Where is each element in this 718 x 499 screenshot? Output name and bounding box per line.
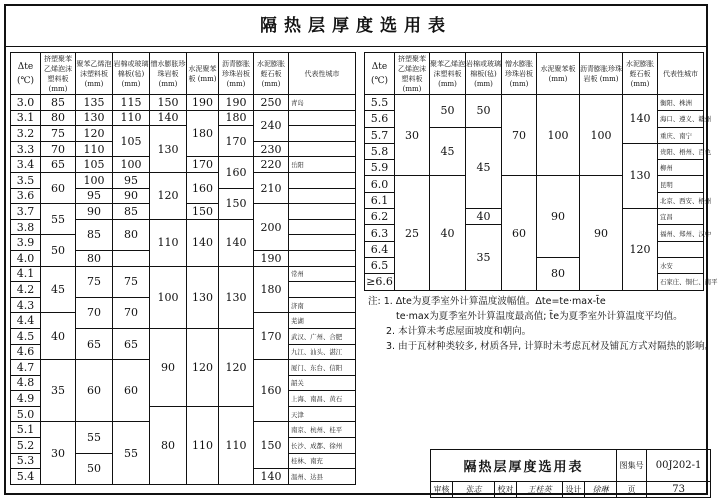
left-city-cell: 青岛 (289, 95, 356, 111)
left-c6-cell: 150 (219, 188, 254, 219)
left-ate-cell: 4.1 (11, 266, 41, 282)
left-c2-cell: 80 (76, 250, 113, 266)
right-c3-cell: 35 (466, 225, 502, 290)
left-c3-cell: 95 (113, 172, 150, 188)
left-row (11, 266, 356, 282)
right-ate-cell: 5.7 (365, 127, 395, 143)
left-c6-cell: 110 (219, 406, 254, 484)
right-c2-cell: 50 (430, 95, 466, 128)
left-ate-cell: 5.0 (11, 406, 41, 422)
left-c2-cell: 95 (76, 188, 113, 204)
left-c5-cell: 140 (187, 219, 219, 266)
left-city-cell: 桂林、南充 (289, 453, 356, 469)
left-c2-cell: 60 (76, 360, 113, 422)
right-city-cell: 宜昌 (658, 209, 704, 225)
note-line-3: 3. 由于瓦材种类较多, 材质各异, 计算时未考虑瓦材及铺瓦方式对隔热的影响。 (386, 341, 715, 352)
left-c6-cell: 140 (219, 219, 254, 266)
left-thickness-table (10, 52, 356, 485)
left-c3-cell: 85 (113, 204, 150, 220)
left-c3-cell: 115 (113, 95, 150, 111)
left-c7-cell: 150 (254, 422, 289, 469)
left-c6-cell: 120 (219, 328, 254, 406)
left-c1-cell: 45 (41, 266, 76, 313)
left-c1-cell: 40 (41, 313, 76, 360)
left-c2-cell: 100 (76, 172, 113, 188)
left-c1-cell: 80 (41, 110, 76, 126)
left-city-cell: 九江、汕头、湛江 (289, 344, 356, 360)
left-city-cell (289, 172, 356, 188)
right-c3-cell: 40 (466, 209, 502, 225)
right-c2-cell: 40 (430, 176, 466, 290)
right-ate-cell: 5.6 (365, 111, 395, 127)
left-ate-cell: 3.2 (11, 126, 41, 142)
left-city-cell: 上海、南昌、黄石 (289, 391, 356, 407)
left-c1-cell: 65 (41, 157, 76, 173)
atlas-number: 00J202-1 (647, 450, 711, 482)
left-c3-cell: 65 (113, 328, 150, 359)
left-c1-cell: 35 (41, 360, 76, 422)
left-c4-cell: 90 (150, 328, 187, 406)
left-c6-cell: 130 (219, 266, 254, 328)
left-c2-cell: 70 (76, 297, 113, 328)
page-title: 隔热层厚度选用表 (6, 6, 706, 47)
right-city-cell: 贵阳、梧州、百色 (658, 143, 704, 159)
left-ate-cell: 4.5 (11, 328, 41, 344)
notes-block (368, 294, 715, 354)
right-city-cell: 昆明 (658, 176, 704, 192)
left-ate-cell: 3.9 (11, 235, 41, 251)
right-c7-cell: 140 (623, 95, 658, 144)
right-c5-cell: 100 (537, 95, 580, 176)
left-c7-cell: 140 (254, 469, 289, 485)
left-c3-cell: 110 (113, 110, 150, 126)
left-row (11, 126, 356, 142)
left-ate-cell: 5.3 (11, 453, 41, 469)
left-ate-cell: 4.3 (11, 297, 41, 313)
left-city-cell (289, 141, 356, 157)
title-block-name: 隔热层厚度选用表 (431, 450, 617, 482)
atlas-label: 图集号 (617, 450, 647, 482)
design-signature: 徐琳 (585, 482, 617, 498)
design-label: 设计 (563, 482, 585, 498)
right-ate-cell: 6.5 (365, 257, 395, 273)
left-c7-cell: 190 (254, 250, 289, 266)
title-block (430, 449, 711, 498)
right-city-cell: 重庆、南宁 (658, 127, 704, 143)
left-ate-cell: 4.2 (11, 282, 41, 298)
left-city-cell: 南京、杭州、桂平 (289, 422, 356, 438)
right-c3-cell: 50 (466, 95, 502, 128)
left-header-7: 水泥膨胀蛭石板 (mm) (254, 53, 289, 95)
right-ate-cell: 6.0 (365, 176, 395, 192)
right-city-cell: 石家庄、铜仁、南平 (658, 274, 704, 290)
right-header-5: 水泥聚苯板 (mm) (537, 53, 580, 95)
left-c2-cell: 130 (76, 110, 113, 126)
left-ate-cell: 5.1 (11, 422, 41, 438)
left-city-cell: 厦门、东台、信阳 (289, 360, 356, 376)
right-thickness-table (364, 52, 718, 291)
left-c2-cell: 120 (76, 126, 113, 142)
left-c7-cell: 200 (254, 204, 289, 251)
left-c2-cell: 75 (76, 266, 113, 297)
left-city-cell (289, 235, 356, 251)
left-city-cell (289, 110, 356, 126)
right-header-2: 聚苯乙烯泡沫塑料板 (mm) (430, 53, 466, 95)
left-ate-cell: 3.5 (11, 172, 41, 188)
left-city-cell (289, 204, 356, 220)
left-city-cell: 济南 (289, 297, 356, 313)
left-c5-cell: 160 (187, 172, 219, 203)
right-c3-cell: 45 (466, 127, 502, 208)
left-c5-cell: 190 (187, 95, 219, 111)
left-ate-cell: 3.1 (11, 110, 41, 126)
left-c7-cell: 250 (254, 95, 289, 111)
right-c7-cell: 130 (623, 143, 658, 208)
left-c6-cell: 190 (219, 95, 254, 111)
left-c7-cell: 230 (254, 141, 289, 157)
left-city-cell: 温州、达县 (289, 469, 356, 485)
left-header-3: 岩棉或玻璃棉板(毡) (mm) (113, 53, 150, 95)
left-c2-cell: 105 (76, 157, 113, 173)
note-line-1: 注: 1. Δte为夏季室外计算温度波幅值。Δte=te·max-t̄e (368, 296, 606, 307)
left-ate-cell: 4.7 (11, 360, 41, 376)
right-city-cell: 海口、遵义、赣州 (658, 111, 704, 127)
right-c6-cell: 90 (580, 176, 623, 290)
right-city-cell: 柳州 (658, 160, 704, 176)
right-ate-cell: 6.4 (365, 241, 395, 257)
left-c7-cell: 160 (254, 360, 289, 422)
left-c5-cell: 110 (187, 406, 219, 484)
right-row (365, 95, 704, 111)
review-label: 审核 (431, 482, 453, 498)
left-c4-cell: 140 (150, 110, 187, 126)
left-city-cell: 武汉、广州、合肥 (289, 328, 356, 344)
left-ate-cell: 3.6 (11, 188, 41, 204)
left-c5-cell: 170 (187, 157, 219, 173)
left-c3-cell: 60 (113, 360, 150, 422)
left-c5-cell: 120 (187, 328, 219, 406)
right-ate-cell: ≥6.6 (366, 275, 393, 289)
right-header-6: 沥青膨胀珍珠岩板 (mm) (580, 53, 623, 95)
drawing-sheet (4, 4, 718, 495)
left-c6-cell: 160 (219, 157, 254, 188)
left-c1-cell: 85 (41, 95, 76, 111)
left-c1-cell: 55 (41, 204, 76, 235)
right-c1-cell: 30 (395, 95, 430, 176)
right-ate-cell: 5.8 (365, 143, 395, 159)
right-ate-cell: 6.3 (365, 225, 395, 241)
left-ate-cell: 3.8 (11, 219, 41, 235)
left-c3-cell: 70 (113, 297, 150, 328)
left-c2-cell: 50 (76, 453, 113, 484)
left-c1-cell: 75 (41, 126, 76, 142)
left-ate-cell: 4.8 (11, 375, 41, 391)
right-city-cell: 水安 (658, 257, 704, 273)
left-c4-cell: 120 (150, 172, 187, 219)
left-c7-cell: 220 (254, 157, 289, 173)
left-c7-cell: 240 (254, 110, 289, 141)
right-city-cell: 北京、西安、梧州 (658, 192, 704, 208)
right-header-0: Δte (℃) (365, 53, 395, 95)
left-c5-cell: 180 (187, 110, 219, 157)
left-c1-cell: 30 (41, 422, 76, 484)
left-city-cell: 长沙、成都、徐州 (289, 438, 356, 454)
right-ate-cell: 6.1 (365, 192, 395, 208)
left-city-cell: 常州 (289, 266, 356, 282)
left-c4-cell: 110 (150, 219, 187, 266)
left-c2-cell: 135 (76, 95, 113, 111)
left-c4-cell: 100 (150, 266, 187, 328)
left-c2-cell: 65 (76, 328, 113, 359)
left-ate-cell: 4.4 (11, 313, 41, 329)
left-ate-cell: 3.4 (11, 157, 41, 173)
left-header-5: 水泥聚苯板 (mm) (187, 53, 219, 95)
left-ate-cell: 3.0 (11, 95, 41, 111)
left-header-8: 代表性城市 (289, 53, 356, 95)
right-c1-cell: 25 (395, 176, 430, 290)
left-c3-cell: 105 (113, 126, 150, 157)
left-c5-cell: 130 (187, 266, 219, 328)
left-c6-cell: 180 (219, 110, 254, 126)
left-row (11, 95, 356, 111)
left-c4-cell: 150 (150, 95, 187, 111)
left-c7-cell: 170 (254, 313, 289, 360)
review-signature: 张志 (453, 482, 495, 498)
left-c3-cell (113, 250, 150, 266)
left-ate-cell: 5.2 (11, 438, 41, 454)
left-city-cell: 岳阳 (289, 157, 356, 173)
left-c3-cell: 80 (113, 219, 150, 250)
left-ate-cell: 4.9 (11, 391, 41, 407)
right-c5-cell: 80 (537, 257, 580, 290)
right-header-7: 水泥膨胀蛭石板 (mm) (623, 53, 658, 95)
left-row (11, 110, 356, 126)
left-header-6: 沥青膨胀珍珠岩板 (mm) (219, 53, 254, 95)
left-c6-cell: 170 (219, 126, 254, 157)
right-city-cell (658, 241, 704, 257)
left-c3-cell: 55 (113, 422, 150, 484)
left-city-cell (289, 188, 356, 204)
right-c4-cell: 70 (502, 95, 537, 176)
right-header-1: 挤塑聚苯乙烯泡沫塑料板 (mm) (395, 53, 430, 95)
left-ate-cell: 3.7 (11, 204, 41, 220)
left-city-cell (289, 219, 356, 235)
right-city-cell: 福州、郑州、汉中 (658, 225, 704, 241)
left-c1-cell: 50 (41, 235, 76, 266)
left-ate-cell: 4.0 (11, 250, 41, 266)
right-header-3: 岩棉或玻璃棉板(毡) (mm) (466, 53, 502, 95)
left-city-cell (289, 282, 356, 298)
left-c3-cell: 75 (113, 266, 150, 297)
right-c6-cell: 100 (580, 95, 623, 176)
left-c7-cell: 180 (254, 266, 289, 313)
left-c2-cell: 110 (76, 141, 113, 157)
page-label: 页 (617, 482, 647, 498)
right-c2-cell: 45 (430, 127, 466, 176)
left-c2-cell: 85 (76, 219, 113, 250)
right-c5-cell: 90 (537, 176, 580, 257)
left-city-cell: 韶关 (289, 375, 356, 391)
page-number: 73 (647, 482, 711, 498)
left-c1-cell: 60 (41, 172, 76, 203)
left-ate-cell: 5.4 (11, 469, 41, 485)
right-ate-cell: 5.5 (365, 95, 395, 111)
left-ate-cell: 4.6 (11, 344, 41, 360)
note-line-1b: te·max为夏季室外计算温度最高值; t̄e为夏季室外计算温度平均值。 (396, 311, 683, 322)
left-row (11, 172, 356, 188)
right-city-cell: 衡阳、株洲 (658, 95, 704, 111)
right-c4-cell: 60 (502, 176, 537, 290)
left-c1-cell: 70 (41, 141, 76, 157)
right-ate-cell: 6.2 (365, 209, 395, 225)
left-c2-cell: 55 (76, 422, 113, 453)
right-ate-cell: 5.9 (365, 160, 395, 176)
left-c4-cell: 130 (150, 126, 187, 173)
left-city-cell: 芜湖 (289, 313, 356, 329)
left-c2-cell: 90 (76, 204, 113, 220)
right-header-4: 憎水膨胀珍珠岩板 (mm) (502, 53, 537, 95)
check-signature: 王桂英 (517, 482, 563, 498)
left-city-cell: 天津 (289, 406, 356, 422)
left-c3-cell: 90 (113, 188, 150, 204)
right-header-8: 代表性城市 (658, 53, 704, 95)
check-label: 校对 (495, 482, 517, 498)
left-header-1: 挤塑聚苯乙烯泡沫塑料板 (mm) (41, 53, 76, 95)
left-header-0: Δte (℃) (11, 53, 41, 95)
left-c4-cell: 80 (150, 406, 187, 484)
left-ate-cell: 3.3 (11, 141, 41, 157)
left-header-4: 憎水膨胀珍珠岩板 (mm) (150, 53, 187, 95)
left-c5-cell: 150 (187, 204, 219, 220)
left-c7-cell: 210 (254, 172, 289, 203)
left-c3-cell: 100 (113, 157, 150, 173)
left-city-cell (289, 126, 356, 142)
left-city-cell (289, 250, 356, 266)
left-header-2: 聚苯乙烯泡沫塑料板 (mm) (76, 53, 113, 95)
note-line-2: 2. 本计算未考虑屋面坡度和朝向。 (386, 326, 532, 337)
right-c7-cell: 120 (623, 209, 658, 290)
